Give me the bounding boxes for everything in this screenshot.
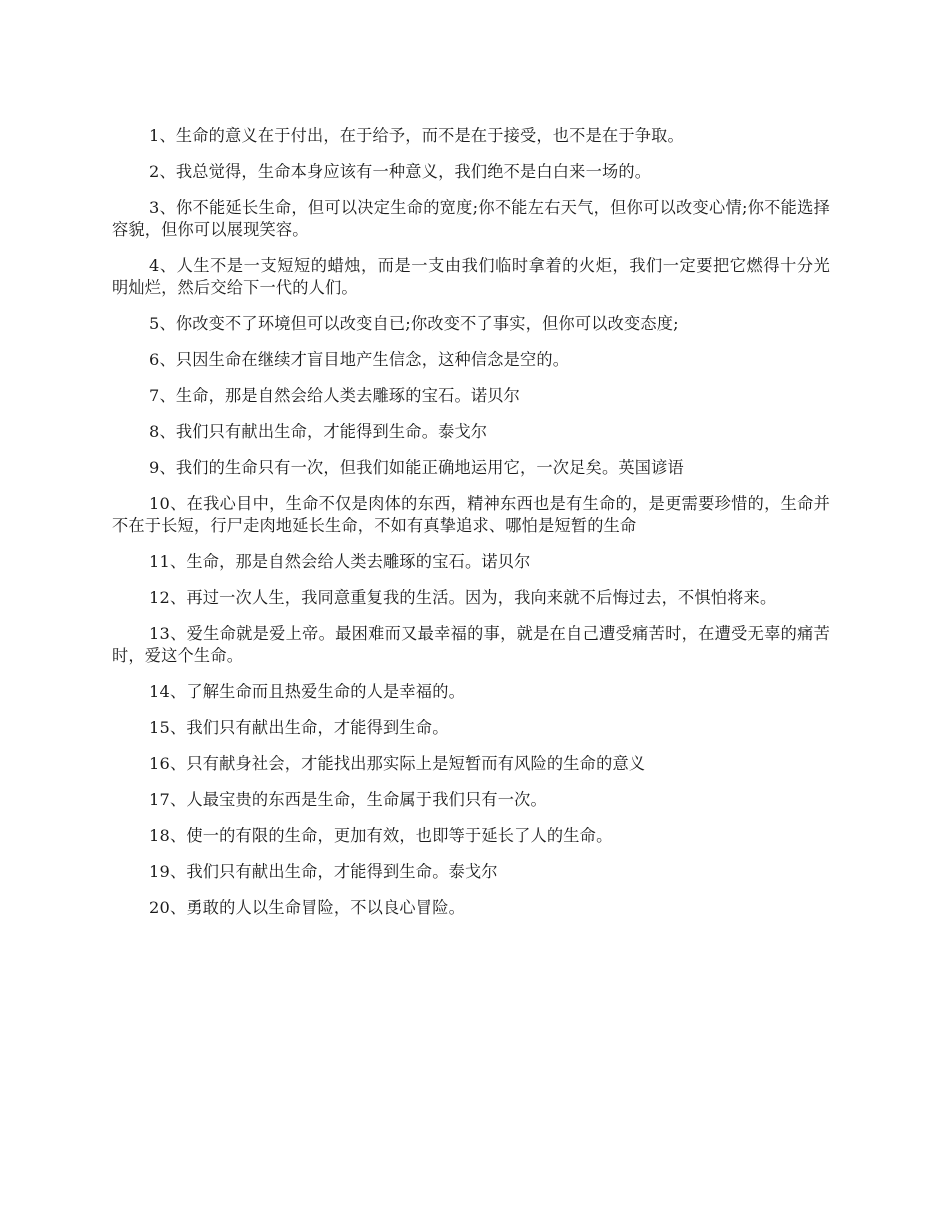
quote-paragraph: 17、人最宝贵的东西是生命，生命属于我们只有一次。 [149, 790, 547, 809]
quote-paragraph: 7、生命，那是自然会给人类去雕琢的宝石。诺贝尔 [149, 386, 521, 405]
quote-paragraph: 11、生命，那是自然会给人类去雕琢的宝石。诺贝尔 [149, 552, 531, 571]
quote-paragraph: 1、生命的意义在于付出，在于给予，而不是在于接受，也不是在于争取。 [149, 126, 684, 145]
quote-paragraph: 2、我总觉得，生命本身应该有一种意义，我们绝不是白白来一场的。 [149, 162, 652, 181]
quote-paragraph: 20、勇敢的人以生命冒险，不以良心冒险。 [149, 898, 465, 917]
quote-paragraph: 14、了解生命而且热爱生命的人是幸福的。 [149, 682, 465, 701]
quote-paragraph: 16、只有献身社会，才能找出那实际上是短暂而有风险的生命的意义 [149, 754, 646, 773]
quote-paragraph: 15、我们只有献出生命，才能得到生命。 [149, 718, 449, 737]
quote-paragraph: 6、只因生命在继续才盲目地产生信念，这种信念是空的。 [149, 350, 570, 369]
quote-paragraph: 8、我们只有献出生命，才能得到生命。泰戈尔 [149, 422, 488, 441]
quote-paragraph: 3、你不能延长生命，但可以决定生命的宽度;你不能左右天气，但你可以改变心情;你不能选择容貌，但你可以展现笑容。 [112, 198, 830, 239]
quote-paragraph: 4、人生不是一支短短的蜡烛，而是一支由我们临时拿着的火炬，我们一定要把它燃得十分光明灿烂，然后交给下一代的人们。 [112, 256, 830, 297]
document-body [112, 125, 830, 933]
quote-paragraph: 19、我们只有献出生命，才能得到生命。泰戈尔 [149, 862, 498, 881]
quote-paragraph: 9、我们的生命只有一次，但我们如能正确地运用它，一次足矣。英国谚语 [149, 458, 684, 477]
quote-paragraph: 5、你改变不了环境但可以改变自已;你改变不了事实，但你可以改变态度; [149, 314, 679, 333]
quote-paragraph: 12、再过一次人生，我同意重复我的生活。因为，我向来就不后悔过去，不惧怕将来。 [149, 588, 777, 607]
quote-paragraph: 10、在我心目中，生命不仅是肉体的东西，精神东西也是有生命的，是更需要珍惜的，生命并不在于长短，行尸走肉地延长生命，不如有真挚追求、哪怕是短暂的生命 [112, 494, 830, 535]
quote-paragraph: 13、爱生命就是爱上帝。最困难而又最幸福的事，就是在自己遭受痛苦时，在遭受无辜的痛苦时，爱这个生命。 [112, 624, 830, 665]
quote-paragraph: 18、使一的有限的生命，更加有效，也即等于延长了人的生命。 [149, 826, 613, 845]
